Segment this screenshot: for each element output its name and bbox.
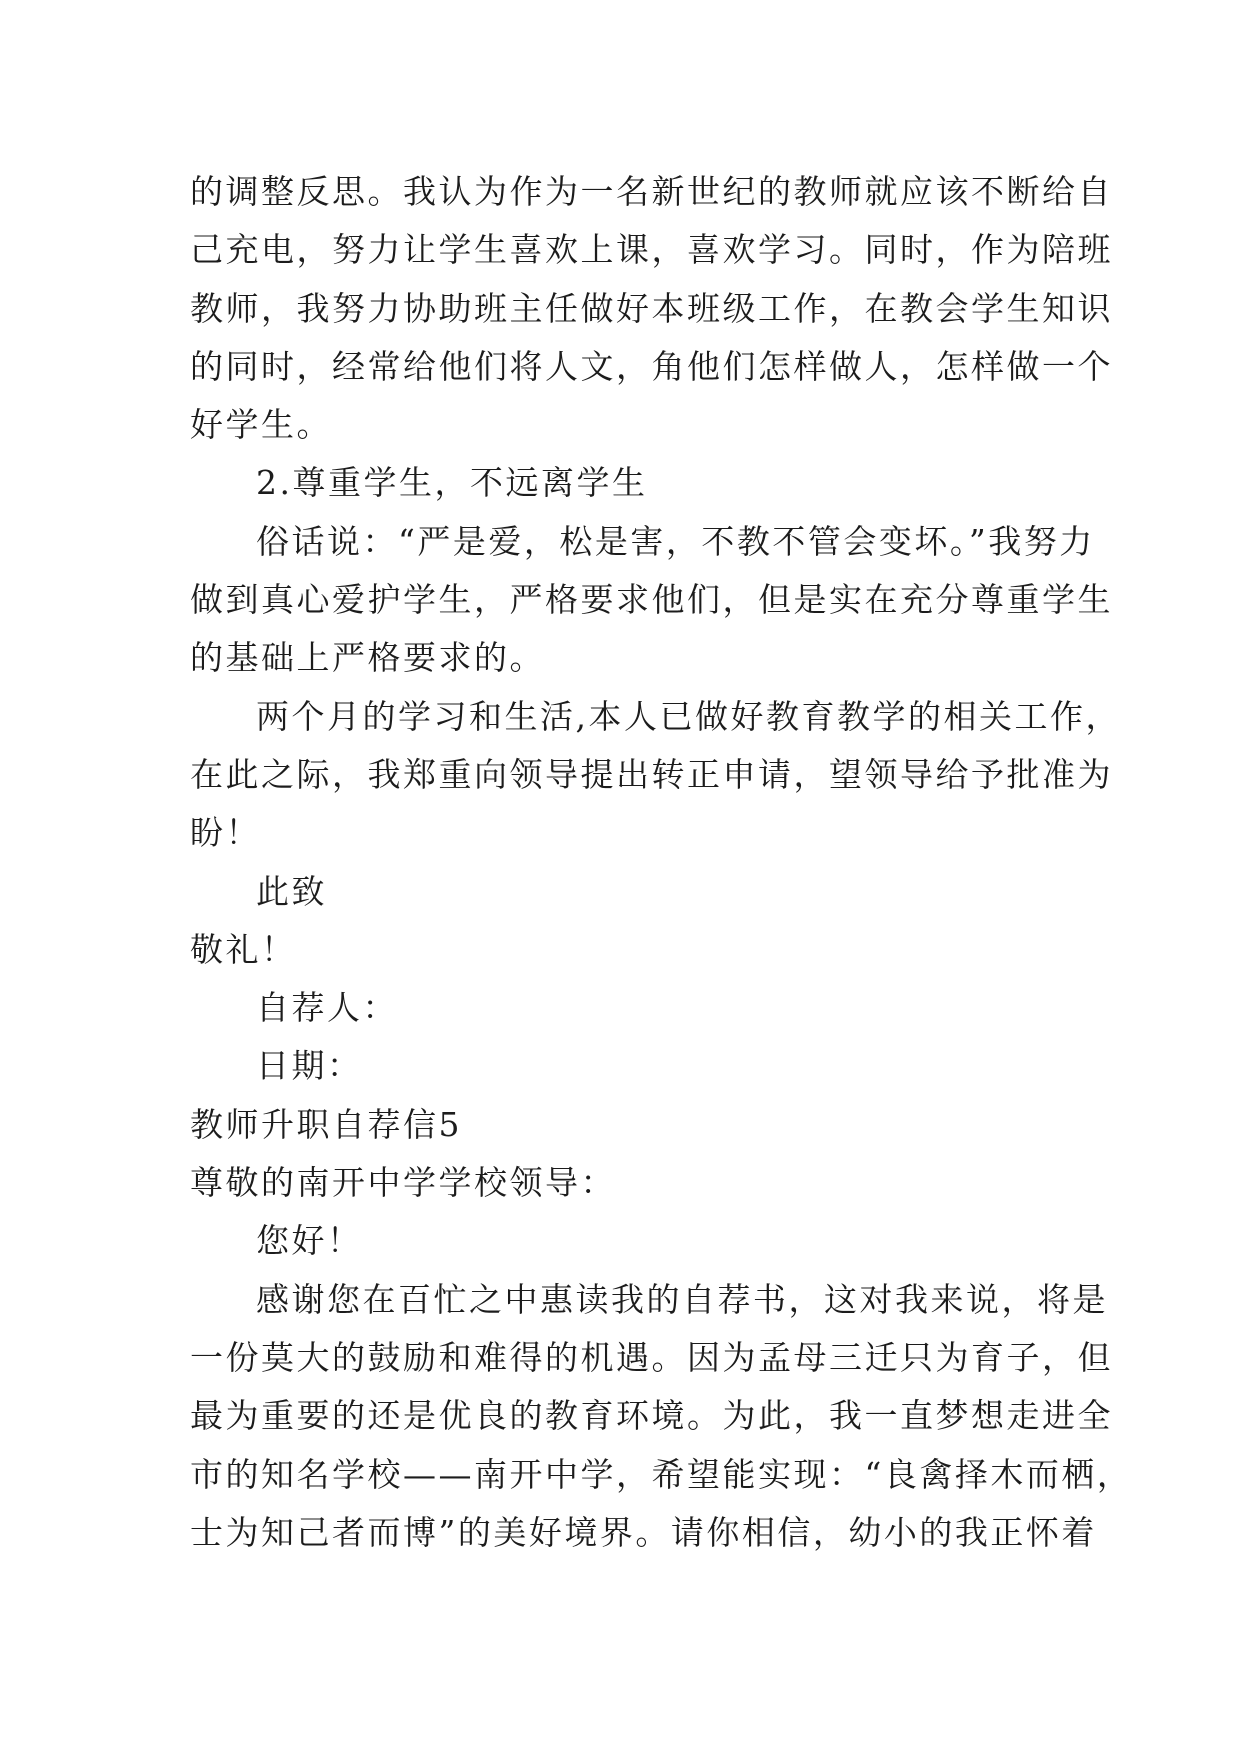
text-line: 己充电，努力让学生喜欢上课，喜欢学习。同时，作为陪班 xyxy=(190,230,1113,270)
text-line: 一份莫大的鼓励和难得的机遇。因为孟母三迁只为育子，但 xyxy=(190,1337,1113,1377)
letter-body xyxy=(190,163,1133,1562)
text-line: 两个月的学习和生活,本人已做好教育教学的相关工作， xyxy=(256,696,1121,736)
text-line: 在此之际，我郑重向领导提出转正申请，望领导给予批准为 xyxy=(190,754,1113,794)
text-line: 的基础上严格要求的。 xyxy=(190,638,545,678)
text-line: 做到真心爱护学生，严格要求他们，但是实在充分尊重学生 xyxy=(190,580,1113,620)
text-line: 市的知名学校——南开中学，希望能实现：“良禽择木而栖， xyxy=(190,1454,1133,1494)
recipient-greeting: 尊敬的南开中学学校领导： xyxy=(190,1163,616,1203)
letter-title: 教师升职自荐信5 xyxy=(190,1104,462,1144)
text-line: 俗话说：“严是爱，松是害，不教不管会变坏。”我努力 xyxy=(256,521,1095,561)
salutation: 敬礼！ xyxy=(190,929,297,969)
text-line: 盼！ xyxy=(190,813,261,853)
closing-phrase: 此致 xyxy=(256,871,327,911)
text-line: 好学生。 xyxy=(190,405,332,445)
text-line: 的调整反思。我认为作为一名新世纪的教师就应该不断给自 xyxy=(190,172,1113,211)
text-line: 士为知己者而博”的美好境界。请你相信，幼小的我正怀着 xyxy=(190,1512,1097,1552)
section-heading: 2.尊重学生，不远离学生 xyxy=(256,463,648,503)
signature-label: 自荐人： xyxy=(256,988,398,1028)
text-line: 最为重要的还是优良的教育环境。为此，我一直梦想走进全 xyxy=(190,1396,1113,1436)
text-line: 的同时，经常给他们将人文，角他们怎样做人，怎样做一个 xyxy=(190,346,1113,386)
text-line: 教师，我努力协助班主任做好本班级工作，在教会学生知识 xyxy=(190,288,1113,328)
text-line: 感谢您在百忙之中惠读我的自荐书，这对我来说，将是 xyxy=(256,1279,1108,1319)
greeting: 您好！ xyxy=(256,1221,363,1261)
date-label: 日期： xyxy=(256,1046,363,1086)
